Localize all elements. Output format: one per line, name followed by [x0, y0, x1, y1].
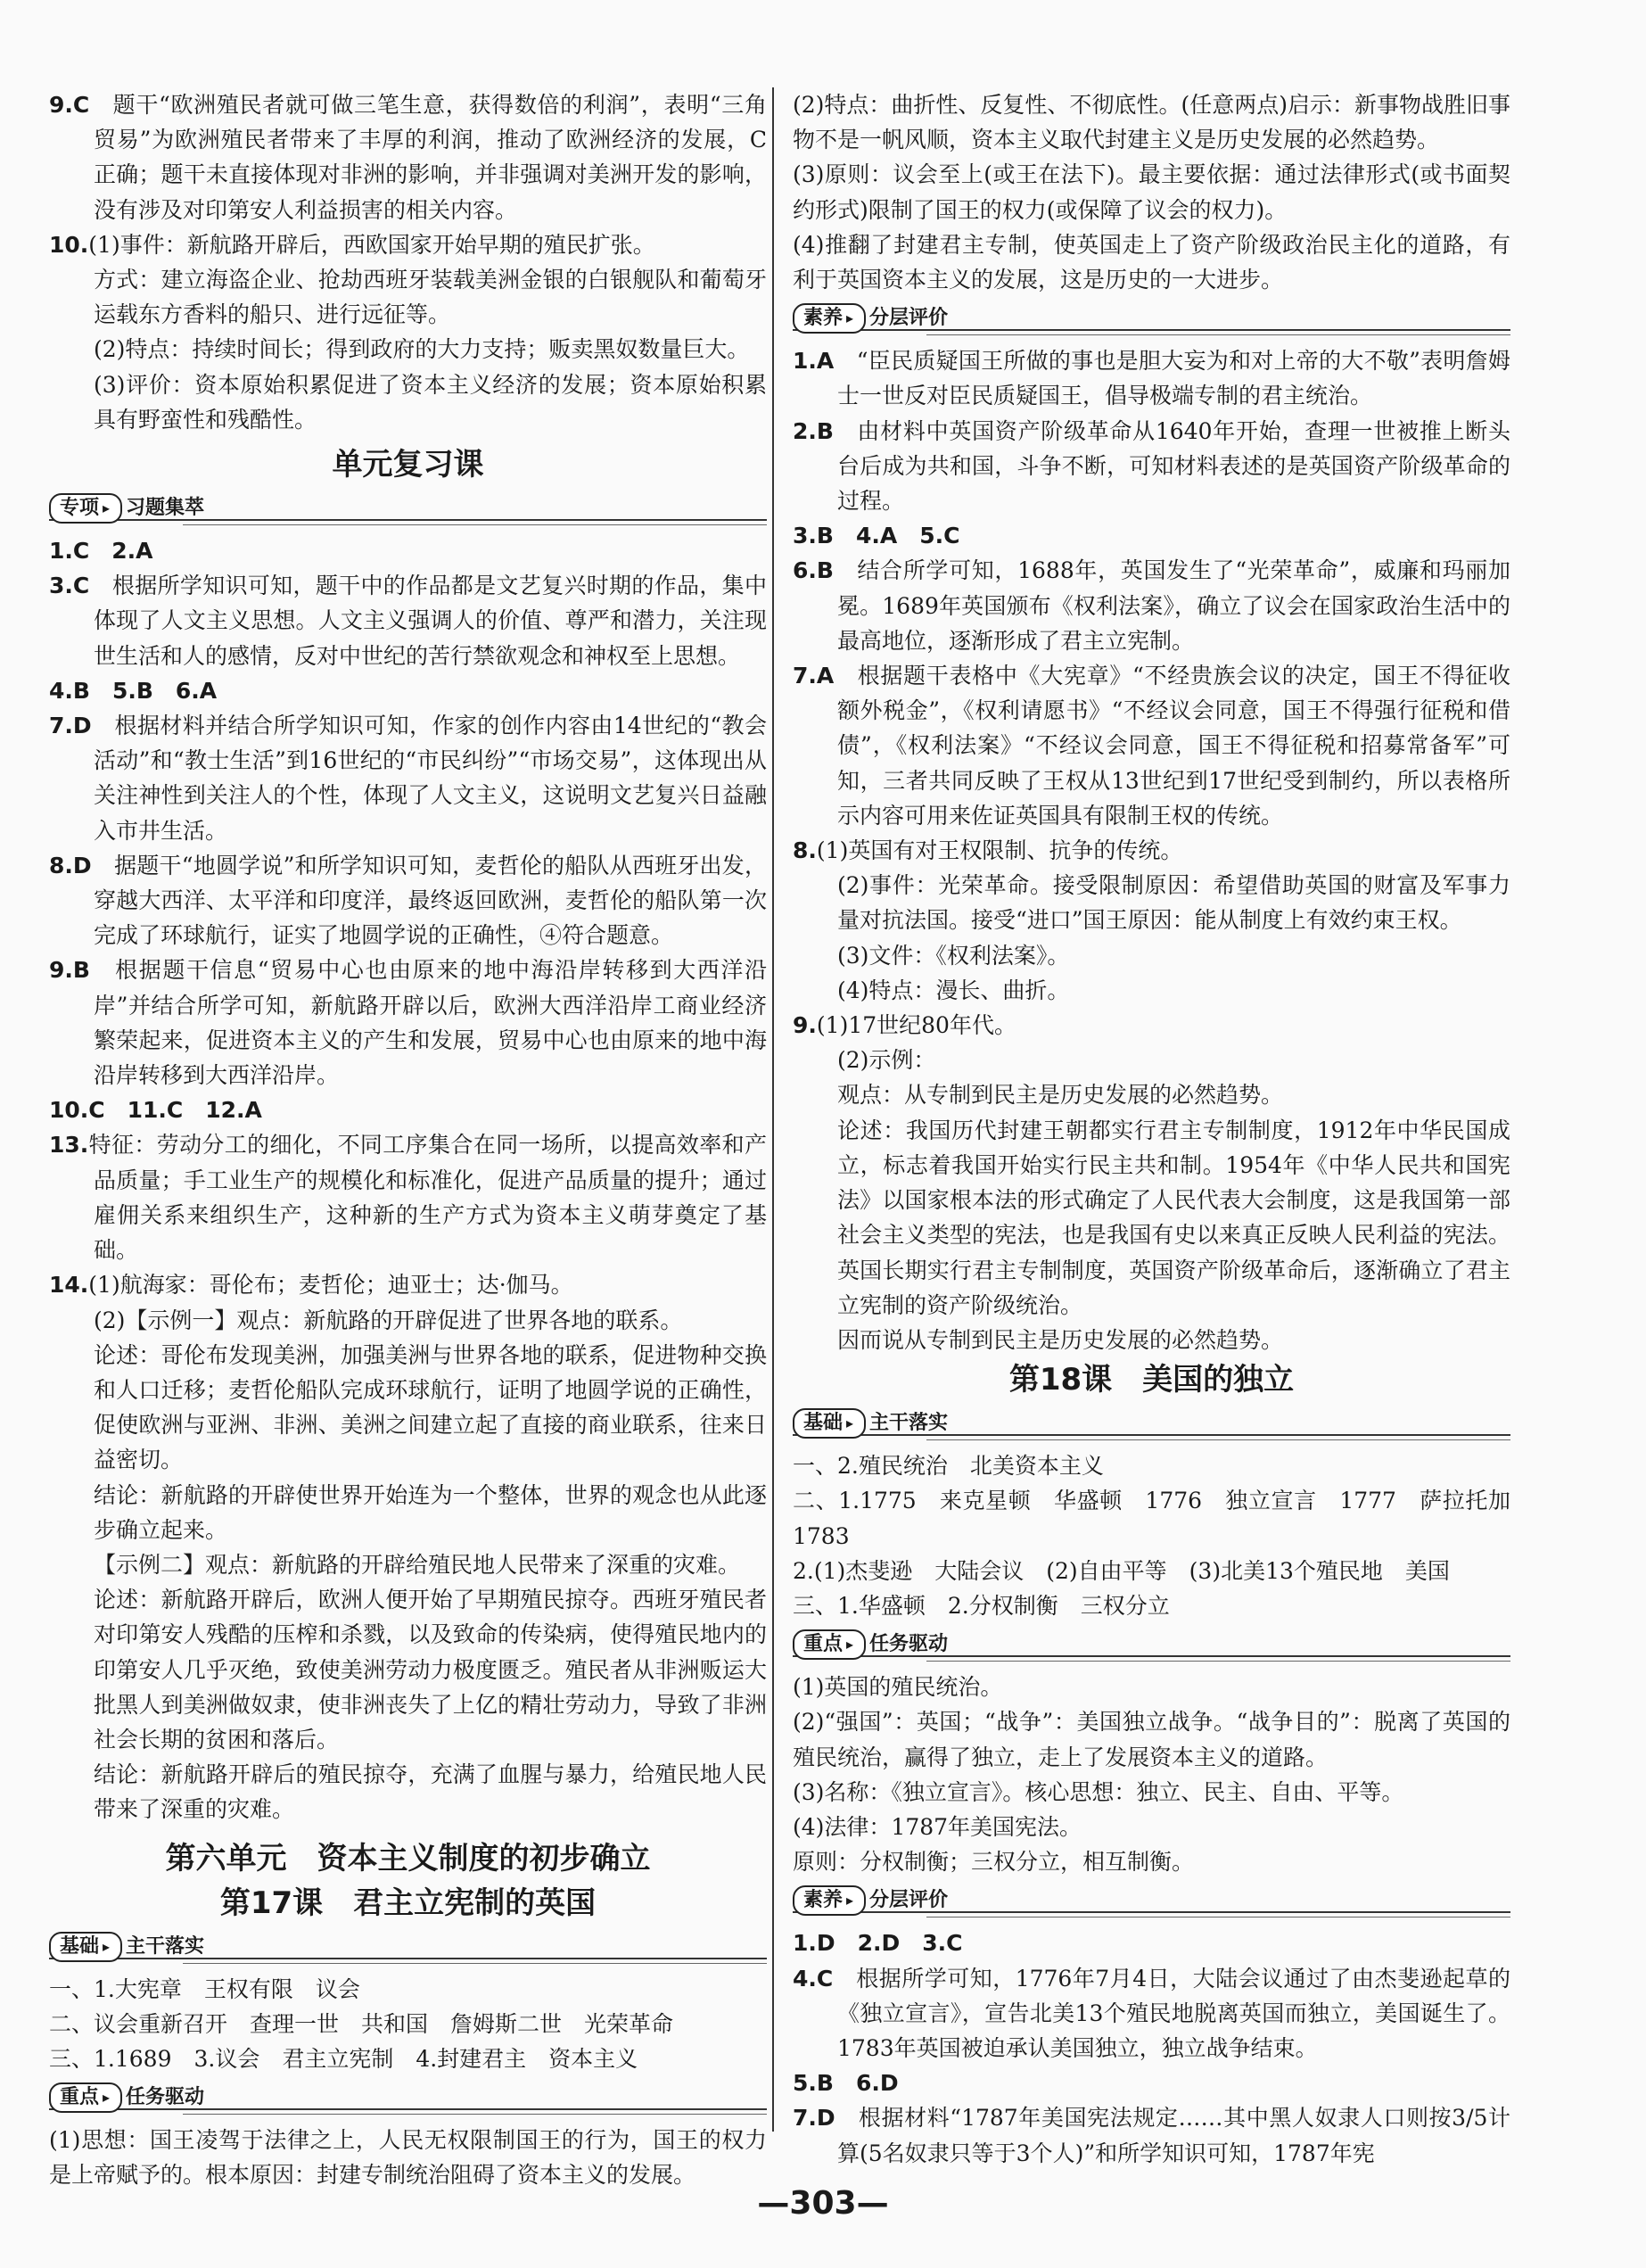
section-tag: 重点 ▸	[793, 1629, 866, 1660]
answer-10-3: (3)评价：资本原始积累促进了资本主义经济的发展；资本原始积累具有野蛮性和残酷性。	[94, 371, 767, 433]
section-subtitle: 分层评价	[869, 1889, 949, 1912]
arrow-icon: ▸	[846, 1892, 854, 1909]
section-rule-thin	[926, 334, 1510, 335]
arrow-icon: ▸	[846, 309, 854, 327]
answer-label: 8.D	[49, 852, 92, 878]
lesson18-title: 第18课 美国的独立	[1008, 1362, 1295, 1398]
answer-text: 根据所学知识可知，题干中的作品都是文艺复兴时期的作品，集中体现了人文主义思想。人文主义强调人的价值、尊严和潜力，关注现世生活和人的感情，反对中世纪的苦行禁欲观念和神权至上思想。	[94, 573, 767, 669]
review-14-2a: 论述：哥伦布发现美洲，加强美洲与世界各地的联系，促进物种交换和人口迁移；麦哲伦船队完成环球航行，证明了地圆学说的正确性，促使欧洲与亚洲、非洲、美洲之间建立起了直接的商业联系，往来日益密切。	[94, 1341, 767, 1473]
right-column	[793, 87, 1534, 2171]
review-14-1	[49, 1267, 767, 1302]
review-10-12: 10.C 11.C 12.A	[49, 1097, 262, 1124]
l18-task-4b: 原则：分权制衡；三权分立，相互制衡。	[793, 1849, 1195, 1876]
eval-9-2a: 观点：从专制到民主是历史发展的必然趋势。	[837, 1082, 1284, 1109]
section-tag: 重点 ▸	[49, 2082, 122, 2113]
section-rule-thin	[926, 1439, 1510, 1440]
answer-text: 根据材料并结合所学知识可知，作家的创作内容由14世纪的“教会活动”和“教士生活”到16世纪的“市民纠纷”“市场交易”，这体现出从关注神性到关注人的个性，体现了人文主义，这说明文艺复兴日益融入市井生活。	[94, 713, 767, 844]
page-number: —303—	[757, 2185, 889, 2222]
section-header-jichu	[49, 1931, 767, 1965]
review-4-6: 4.B 5.B 6.A	[49, 677, 218, 704]
l18-task-4: (4)法律：1787年美国宪法。	[793, 1813, 1082, 1840]
section-tag: 素养 ▸	[793, 303, 866, 334]
eval-7	[793, 658, 1510, 833]
section-header-jichu-2	[793, 1407, 1510, 1441]
section-rule	[49, 519, 767, 521]
answer-text: 结合所学可知，1688年，英国发生了“光荣革命”，威廉和玛丽加冕。1689年英国颁布《权利法案》，确立了议会在国家政治生活中的最高地位，逐渐形成了君主立宪制。	[837, 557, 1510, 654]
arrow-icon: ▸	[846, 1636, 854, 1654]
answer-text: (1)英国有对王权限制、抗争的传统。	[816, 837, 1183, 864]
section-subtitle: 主干落实	[869, 1412, 949, 1435]
answer-label: 14.	[49, 1272, 89, 1299]
l18-basic-2: 二、1.1775 来克星顿 华盛顿 1776 独立宣言 1777 萨拉托加 1783	[793, 1488, 1534, 1549]
l17-basic-3: 三、1.1689 3.议会 君主立宪制 4.封建君主 资本主义	[49, 2045, 638, 2072]
l18-basic-4: 三、1.华盛顿 2.分权制衡 三权分立	[793, 1592, 1170, 1619]
answer-text: 特征：劳动分工的细化，不同工序集合在同一场所，以提高效率和产品质量；手工业生产的规模化和标准化，促进产品质量的提升；通过雇佣关系来组织生产，这种新的生产方式为资本主义萌芽奠定了基础。	[88, 1132, 767, 1264]
section-subtitle: 任务驱动	[126, 2086, 205, 2109]
review-8	[49, 848, 767, 953]
answer-9	[49, 87, 767, 227]
section-subtitle: 习题集萃	[126, 497, 205, 520]
l18-task-3: (3)名称：《独立宣言》。核心思想：独立、民主、自由、平等。	[793, 1778, 1404, 1805]
l17-task-2: (2)特点：曲折性、反复性、不彻底性。(任意两点)启示：新事物战胜旧事物不是一帆风顺，资本主义取代封建主义是历史发展的必然趋势。	[793, 92, 1510, 153]
eval-9-2b: 论述：我国历代封建王朝都实行君主专制制度，1912年中华民国成立，标志着我国开始实行民主共和制。1954年《中华人民共和国宪法》以国家根本法的形式确定了人民代表大会制度，这是我国第一部社会主义类型的宪法，也是我国有史以来真正反映人民利益的宪法。英国长期实行君主专制制度，英国资产阶级革命后，逐渐确立了君主立宪制的资产阶级统治。	[837, 1117, 1510, 1318]
answer-10-2: (2)特点：持续时间长；得到政府的大力支持；贩卖黑奴数量巨大。	[94, 336, 750, 363]
eval-9-2c: 因而说从专制到民主是历史发展的必然趋势。	[837, 1326, 1284, 1353]
l17-task-1: (1)思想：国王凌驾于法律之上，人民无权限制国王的行为，国王的权力是上帝赋予的。根本原因：封建专制统治阻碍了资本主义的发展。	[49, 2127, 767, 2189]
unit-review-title: 单元复习课	[332, 447, 484, 483]
answer-10-1	[49, 227, 767, 262]
answer-text: 根据所学可知，1776年7月4日，大陆会议通过了由杰斐逊起草的《独立宣言》，宣告北美13个殖民地脱离英国而独立，美国诞生了。1783年英国被迫承认美国独立，独立战争结束。	[837, 1965, 1510, 2061]
answer-text: 题干“欧洲殖民者就可做三笔生意，获得数倍的利润”，表明“三角贸易”为欧洲殖民者带来了丰厚的利润，推动了欧洲经济的发展，C正确；题干未直接体现对非洲的影响，并非强调对美洲开发的影响，没有涉及对印第安人利益损害的相关内容。	[94, 92, 767, 223]
section-subtitle: 主干落实	[126, 1934, 205, 1958]
review-14-3b: 结论：新航路开辟后的殖民掠夺，充满了血腥与暴力，给殖民地人民带来了深重的灾难。	[94, 1761, 767, 1823]
column-divider	[772, 87, 774, 2132]
section-header-suyang-2	[793, 1885, 1510, 1918]
answer-text: “臣民质疑国王所做的事也是胆大妄为和对上帝的大不敬”表明詹姆士一世反对臣民质疑国王，倡导极端专制的君主统治。	[837, 348, 1510, 409]
answer-label: 7.D	[49, 713, 92, 739]
review-14-2b: 结论：新航路的开辟使世界开始连为一个整体，世界的观念也从此逐步确立起来。	[94, 1481, 767, 1543]
review-14-2: (2)【示例一】观点：新航路的开辟促进了世界各地的联系。	[94, 1307, 683, 1333]
answer-label: 10.	[49, 231, 89, 258]
answer-text: 根据题干表格中《大宪章》“不经贵族会议的决定，国王不得征收额外税金”，《权利请愿书》“不经议会同意，国王不得强行征税和借债”，《权利法案》“不经议会同意，国王不得征税和招募常备军”可知，三者共同反映了王权从13世纪到17世纪受到制约，所以表格所示内容可用来佐证英国具有限制王权的传统。	[837, 663, 1510, 829]
l18-eval-1-3: 1.D 2.D 3.C	[793, 1930, 963, 1957]
l17-task-3: (3)原则：议会至上(或王在法下)。最主要依据：通过法律形式(或书面契约形式)限制了国王的权力(或保障了议会的权力)。	[793, 161, 1510, 223]
l18-eval-7	[793, 2100, 1510, 2170]
section-tag: 基础 ▸	[793, 1408, 866, 1439]
review-14-3a: 论述：新航路开辟后，欧洲人便开始了早期殖民掠夺。西班牙殖民者对印第安人残酷的压榨和杀戮，以及致命的传染病，使得殖民地内的印第安人几乎灭绝，致使美洲劳动力极度匮乏。殖民者从非洲贩运大批黑人到美洲做奴隶，使非洲丧失了上亿的精壮劳动力，导致了非洲社会长期的贫困和落后。	[94, 1587, 767, 1753]
arrow-icon: ▸	[846, 1414, 854, 1432]
section-rule	[793, 1434, 1510, 1436]
answer-label: 7.A	[793, 663, 835, 689]
l18-eval-5-6: 5.B 6.D	[793, 2070, 899, 2097]
review-1-2: 1.C 2.A	[49, 538, 153, 565]
answer-text: 由材料中英国资产阶级革命从1640年开始，查理一世被推上断头台后成为共和国，斗争不断，可知材料表述的是英国资产阶级革命的过程。	[837, 417, 1510, 515]
answer-label: 9.B	[49, 957, 90, 984]
arrow-icon: ▸	[103, 1937, 111, 1955]
review-13	[49, 1127, 767, 1267]
review-7	[49, 708, 767, 848]
section-tag: 专项 ▸	[49, 493, 122, 524]
section-header-suyang	[793, 302, 1510, 336]
arrow-icon: ▸	[103, 499, 111, 517]
section-rule-thin	[183, 2114, 767, 2115]
section-rule-thin	[183, 1963, 767, 1964]
answer-text: (1)17世纪80年代。	[816, 1012, 1016, 1039]
section-rule	[793, 1911, 1510, 1913]
unit6-title: 第六单元 资本主义制度的初步确立	[165, 1840, 651, 1876]
answer-label: 2.B	[793, 417, 834, 444]
section-rule-thin	[183, 524, 767, 525]
l18-basic-1: 一、2.殖民统治 北美资本主义	[793, 1453, 1104, 1480]
answer-label: 9.	[793, 1012, 817, 1039]
eval-8-2: (2)事件：光荣革命。接受限制原因：希望借助英国的财富及军事力量对抗法国。接受“进口”国王原因：能从制度上有效约束王权。	[837, 872, 1510, 934]
section-rule	[793, 1655, 1510, 1657]
l17-basic-2: 二、议会重新召开 查理一世 共和国 詹姆斯二世 光荣革命	[49, 2010, 674, 2037]
eval-2	[793, 414, 1510, 519]
eval-8-3: (3)文件：《权利法案》。	[837, 942, 1070, 969]
answer-label: 8.	[793, 837, 817, 864]
review-3	[49, 568, 767, 673]
eval-8-1	[793, 833, 1510, 868]
answer-label: 1.A	[793, 348, 835, 375]
eval-9-2: (2)示例：	[837, 1047, 936, 1074]
l17-basic-1: 一、1.大宪章 王权有限 议会	[49, 1975, 360, 2002]
answer-10-way: 方式：建立海盗企业、抢劫西班牙装载美洲金银的白银舰队和葡萄牙运载东方香料的船只、进行远征等。	[94, 267, 767, 328]
section-rule	[49, 2108, 767, 2110]
answer-text: (1)航海家：哥伦布；麦哲伦；迪亚士；达·伽马。	[88, 1272, 573, 1299]
lesson17-title: 第17课 君主立宪制的英国	[219, 1885, 597, 1921]
eval-6	[793, 553, 1510, 658]
arrow-icon: ▸	[103, 2089, 111, 2107]
answer-label: 6.B	[793, 557, 834, 584]
answer-text: (1)事件：新航路开辟后，西欧国家开始早期的殖民扩张。	[88, 231, 655, 258]
l18-task-2: (2)“强国”：英国；“战争”：美国独立战争。“战争目的”：脱离了英国的殖民统治，赢得了独立，走上了发展资本主义的道路。	[793, 1709, 1510, 1770]
section-rule-thin	[926, 1661, 1510, 1662]
eval-8-4: (4)特点：漫长、曲折。	[837, 977, 1070, 1003]
l18-task-1: (1)英国的殖民统治。	[793, 1674, 1003, 1701]
section-subtitle: 任务驱动	[869, 1633, 949, 1656]
section-header-zhongdian-2	[793, 1629, 1510, 1662]
section-header-zhongdian	[49, 2082, 767, 2115]
answer-text: 根据材料“1787年美国宪法规定……其中黑人奴隶人口则按3/5计算(5名奴隶只等于3个人)”和所学知识可知，1787年宪	[837, 2105, 1510, 2166]
section-tag: 素养 ▸	[793, 1885, 866, 1916]
l18-eval-4	[793, 1961, 1510, 2066]
eval-3-5: 3.B 4.A 5.C	[793, 523, 960, 549]
review-14-3: 【示例二】观点：新航路的开辟给殖民地人民带来了深重的灾难。	[94, 1551, 741, 1578]
eval-9-1	[793, 1008, 1510, 1043]
section-subtitle: 分层评价	[869, 307, 949, 330]
review-9	[49, 953, 767, 1093]
left-column	[49, 87, 767, 2193]
answer-text: 根据题干信息“贸易中心也由原来的地中海沿岸转移到大西洋沿岸”并结合所学可知，新航路开辟以后，欧洲大西洋沿岸工商业经济繁荣起来，促进资本主义的产生和发展，贸易中心也由原来的地中海沿岸转移到大西洋沿岸。	[94, 957, 767, 1089]
eval-1	[793, 343, 1510, 413]
answer-label: 9.C	[49, 92, 90, 118]
section-tag: 基础 ▸	[49, 1932, 122, 1962]
answer-label: 4.C	[793, 1965, 834, 1992]
answer-label: 3.C	[49, 573, 90, 599]
answer-label: 7.D	[793, 2105, 835, 2132]
section-rule	[793, 329, 1510, 331]
answer-label: 13.	[49, 1132, 89, 1159]
section-header-zhuanxiang	[49, 492, 767, 526]
l17-task-4: (4)推翻了封建君主专制，使英国走上了资产阶级政治民主化的道路，有利于英国资本主义的发展，这是历史的一大进步。	[793, 231, 1510, 293]
answer-text: 据题干“地圆学说”和所学知识可知，麦哲伦的船队从西班牙出发，穿越大西洋、太平洋和印度洋，最终返回欧洲，麦哲伦的船队第一次完成了环球航行，证实了地圆学说的正确性，④符合题意。	[94, 852, 767, 949]
l18-basic-3: 2.(1)杰斐逊 大陆会议 (2)自由平等 (3)北美13个殖民地 美国	[793, 1557, 1450, 1584]
